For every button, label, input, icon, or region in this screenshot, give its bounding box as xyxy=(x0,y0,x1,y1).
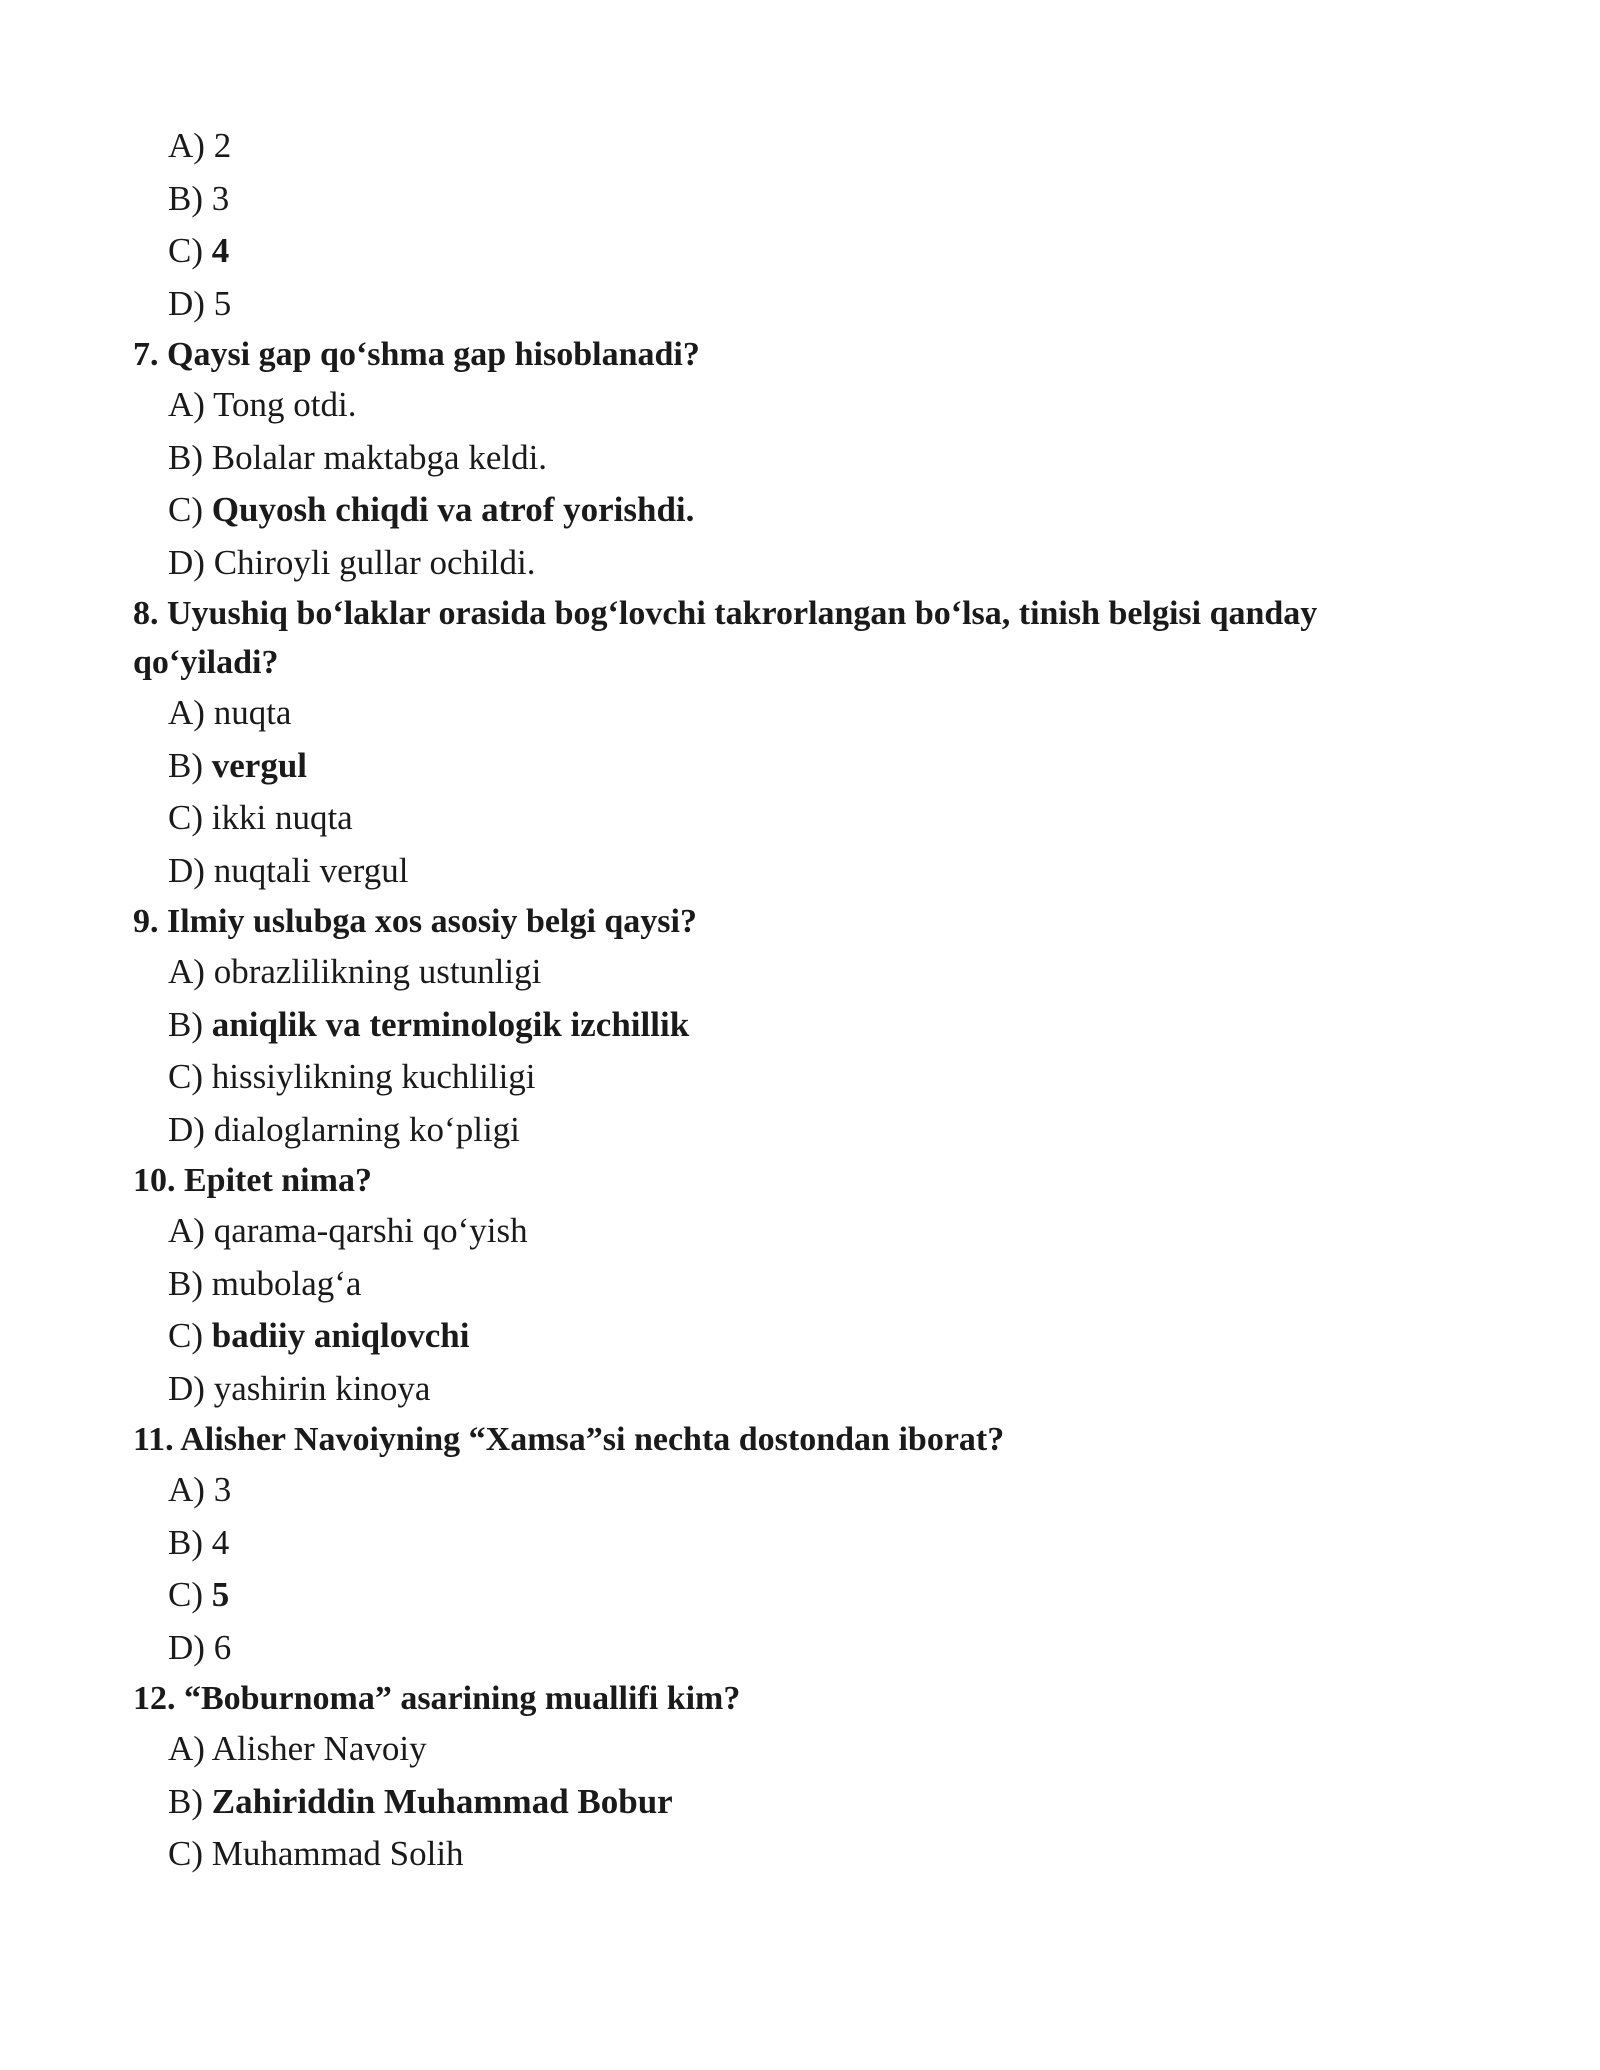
option-letter: D) xyxy=(168,1368,205,1408)
answer-option xyxy=(133,1310,1433,1363)
option-letter: B) xyxy=(168,178,203,218)
option-text: 4 xyxy=(211,1522,230,1562)
correct-answer-text: 5 xyxy=(211,1575,230,1614)
option-text: nuqta xyxy=(213,693,292,732)
option-letter: B) xyxy=(168,1263,203,1303)
correct-answer-text: badiiy aniqlovchi xyxy=(211,1316,470,1355)
question-text: 10. Epitet nima? xyxy=(133,1162,372,1199)
correct-answer-text: Quyosh chiqdi va atrof yorishdi. xyxy=(211,490,695,529)
question-list xyxy=(133,330,1433,1881)
question-text: 8. Uyushiq bo‘laklar orasida bog‘lovchi takrorlangan bo‘lsa, tinish belgisi qanday qo‘yiladi? xyxy=(133,595,1318,681)
option-letter: B) xyxy=(168,1781,203,1821)
question-block xyxy=(133,1156,1433,1415)
answer-option xyxy=(133,1205,1433,1258)
option-letter: D) xyxy=(168,1627,205,1667)
option-text: hissiylikning kuchliligi xyxy=(211,1057,536,1096)
option-letter: A) xyxy=(168,385,205,424)
answer-option xyxy=(133,687,1433,740)
option-letter: A) xyxy=(168,1729,205,1768)
option-text: 2 xyxy=(213,126,232,165)
option-letter: A) xyxy=(168,1211,205,1250)
answer-option xyxy=(133,173,1433,226)
answer-option xyxy=(133,537,1433,590)
option-letter: A) xyxy=(168,1470,205,1509)
option-letter: C) xyxy=(168,798,203,837)
question-text: 7. Qaysi gap qo‘shma gap hisoblanadi? xyxy=(133,336,700,373)
option-text: 5 xyxy=(213,283,232,323)
answer-option xyxy=(133,1828,1433,1881)
answer-option xyxy=(133,845,1433,898)
answer-option xyxy=(133,740,1433,793)
answer-option xyxy=(133,1464,1433,1517)
answer-option xyxy=(133,1723,1433,1776)
correct-answer-text: Zahiriddin Muhammad Bobur xyxy=(211,1781,673,1821)
option-text: Alisher Navoiy xyxy=(211,1729,427,1768)
option-text: 3 xyxy=(213,1470,232,1509)
answer-option xyxy=(133,792,1433,845)
answer-option xyxy=(133,1104,1433,1157)
option-text: dialoglarning ko‘pligi xyxy=(213,1109,520,1149)
question-block xyxy=(133,1674,1433,1881)
option-text: Bolalar maktabga keldi. xyxy=(211,437,548,477)
option-letter: D) xyxy=(168,1109,205,1149)
option-text: qarama-qarshi qo‘yish xyxy=(213,1211,528,1250)
answer-option xyxy=(133,1363,1433,1416)
answer-option xyxy=(133,1776,1433,1829)
answer-option xyxy=(133,484,1433,537)
option-text: Chiroyli gullar ochildi. xyxy=(213,542,536,582)
question-text: 9. Ilmiy uslubga xos asosiy belgi qaysi? xyxy=(133,903,697,940)
correct-answer-text: vergul xyxy=(211,745,308,785)
option-text: mubolag‘a xyxy=(211,1263,362,1303)
option-letter: C) xyxy=(168,1057,203,1096)
question-text: 12. “Boburnoma” asarining muallifi kim? xyxy=(133,1680,741,1717)
option-letter: B) xyxy=(168,745,203,785)
answer-option xyxy=(133,1258,1433,1311)
answer-option xyxy=(133,1051,1433,1104)
question-block xyxy=(133,589,1433,897)
question-text: 11. Alisher Navoiyning “Xamsa”si nechta dostondan iborat? xyxy=(133,1421,1005,1458)
option-letter: A) xyxy=(168,126,205,165)
answer-option xyxy=(133,379,1433,432)
option-text: obrazlilikning ustunligi xyxy=(213,952,542,991)
question-block xyxy=(133,897,1433,1156)
option-text: ikki nuqta xyxy=(211,798,353,837)
answer-option xyxy=(133,999,1433,1052)
question-block xyxy=(133,1415,1433,1674)
option-text: 3 xyxy=(211,178,230,218)
answer-option xyxy=(133,120,1433,173)
option-letter: A) xyxy=(168,952,205,991)
option-letter: B) xyxy=(168,1004,203,1044)
document-page xyxy=(133,120,1433,1881)
option-letter: B) xyxy=(168,437,203,477)
option-text: nuqtali vergul xyxy=(213,850,409,890)
option-letter: D) xyxy=(168,283,205,323)
correct-answer-text: aniqlik va terminologik izchillik xyxy=(211,1004,690,1044)
option-text: 6 xyxy=(213,1627,232,1667)
answer-option xyxy=(133,946,1433,999)
option-letter: D) xyxy=(168,542,205,582)
option-letter: C) xyxy=(168,1834,203,1873)
option-letter: C) xyxy=(168,1316,203,1355)
option-text: yashirin kinoya xyxy=(213,1368,431,1408)
correct-answer-text: 4 xyxy=(211,231,230,270)
answer-option xyxy=(133,432,1433,485)
option-letter: C) xyxy=(168,1575,203,1614)
option-letter: C) xyxy=(168,231,203,270)
option-letter: D) xyxy=(168,850,205,890)
question-block xyxy=(133,330,1433,589)
option-letter: A) xyxy=(168,693,205,732)
answer-option xyxy=(133,1517,1433,1570)
option-text: Tong otdi. xyxy=(213,385,357,424)
answer-option xyxy=(133,278,1433,331)
option-letter: B) xyxy=(168,1522,203,1562)
answer-option xyxy=(133,1622,1433,1675)
option-text: Muhammad Solih xyxy=(211,1834,464,1873)
lead-options xyxy=(133,120,1433,330)
option-letter: C) xyxy=(168,490,203,529)
answer-option xyxy=(133,225,1433,278)
answer-option xyxy=(133,1569,1433,1622)
